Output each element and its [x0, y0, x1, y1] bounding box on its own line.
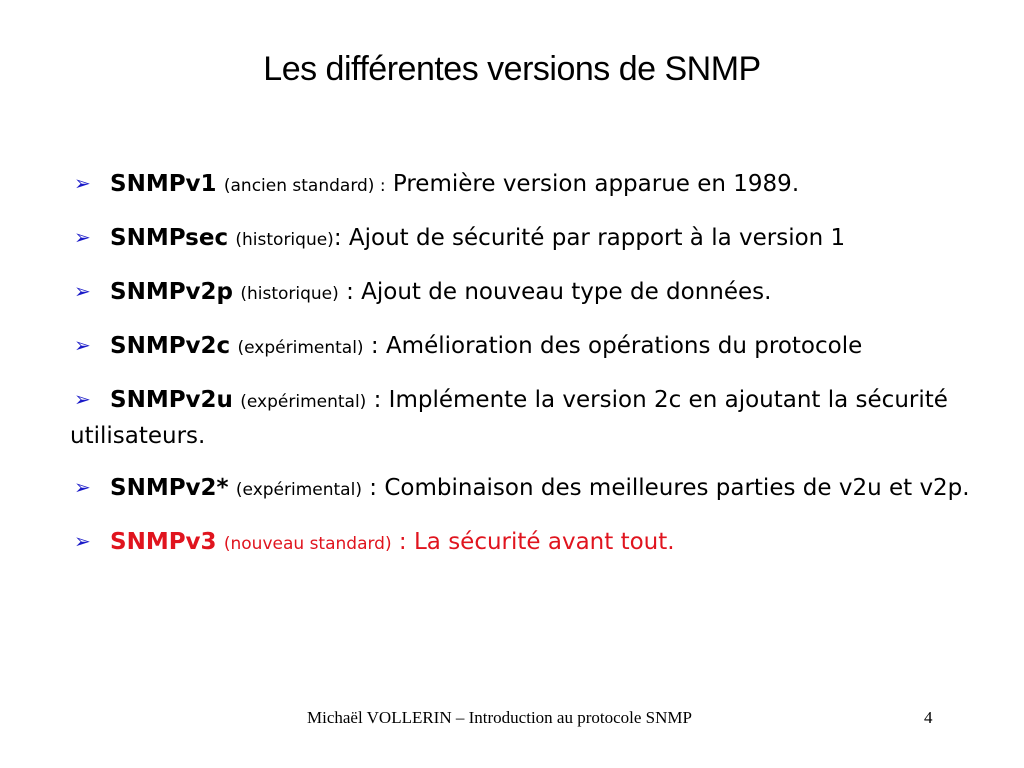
arrow-bullet-icon: ➢ — [74, 387, 91, 411]
list-item-snmpv2p — [70, 274, 995, 311]
version-description: : La sécurité avant tout. — [398, 529, 675, 555]
version-status: (nouveau standard) — [223, 534, 392, 554]
footer-text: Michaël VOLLERIN – Introduction au protocole SNMP — [307, 708, 692, 727]
version-status: (expérimental) — [237, 338, 364, 358]
version-description: Première version apparue en 1989. — [392, 171, 800, 197]
version-description: : Ajout de nouveau type de données. — [346, 279, 772, 305]
version-name: SNMPv3 — [110, 529, 217, 555]
version-description: : Implémente la version 2c en ajoutant la sécurité utilisateurs. — [70, 387, 948, 449]
version-description: : Combinaison des meilleures parties de v2u et v2p. — [369, 475, 970, 501]
version-status: (ancien standard) : — [223, 176, 386, 196]
page-number: 4 — [924, 708, 933, 727]
version-name: SNMPsec — [110, 225, 229, 251]
arrow-bullet-icon: ➢ — [74, 171, 91, 195]
arrow-bullet-icon: ➢ — [74, 225, 91, 249]
list-item-snmpv2star — [70, 470, 995, 507]
arrow-bullet-icon: ➢ — [74, 475, 91, 499]
version-name: SNMPv2p — [110, 279, 234, 305]
list-item-snmpv2c — [70, 328, 995, 365]
list-item-snmpv3 — [70, 524, 995, 561]
version-status: (historique) — [240, 284, 339, 304]
version-status: (historique) — [235, 230, 334, 250]
version-name: SNMPv2u — [110, 387, 233, 413]
arrow-bullet-icon: ➢ — [74, 333, 91, 357]
version-list — [70, 166, 995, 578]
arrow-bullet-icon: ➢ — [74, 279, 91, 303]
version-name: SNMPv1 — [110, 171, 217, 197]
list-item-snmpsec — [70, 220, 995, 257]
arrow-bullet-icon: ➢ — [74, 529, 91, 553]
version-description: : Amélioration des opérations du protocole — [370, 333, 863, 359]
list-item-snmpv2u — [70, 382, 995, 453]
version-status: (expérimental) — [240, 392, 367, 412]
version-status: (expérimental) — [235, 480, 362, 500]
version-name: SNMPv2* — [110, 475, 229, 501]
slide-title: Les différentes versions de SNMP — [263, 50, 761, 88]
version-name: SNMPv2c — [110, 333, 231, 359]
version-description: : Ajout de sécurité par rapport à la version 1 — [333, 225, 846, 251]
list-item-snmpv1 — [70, 166, 995, 203]
